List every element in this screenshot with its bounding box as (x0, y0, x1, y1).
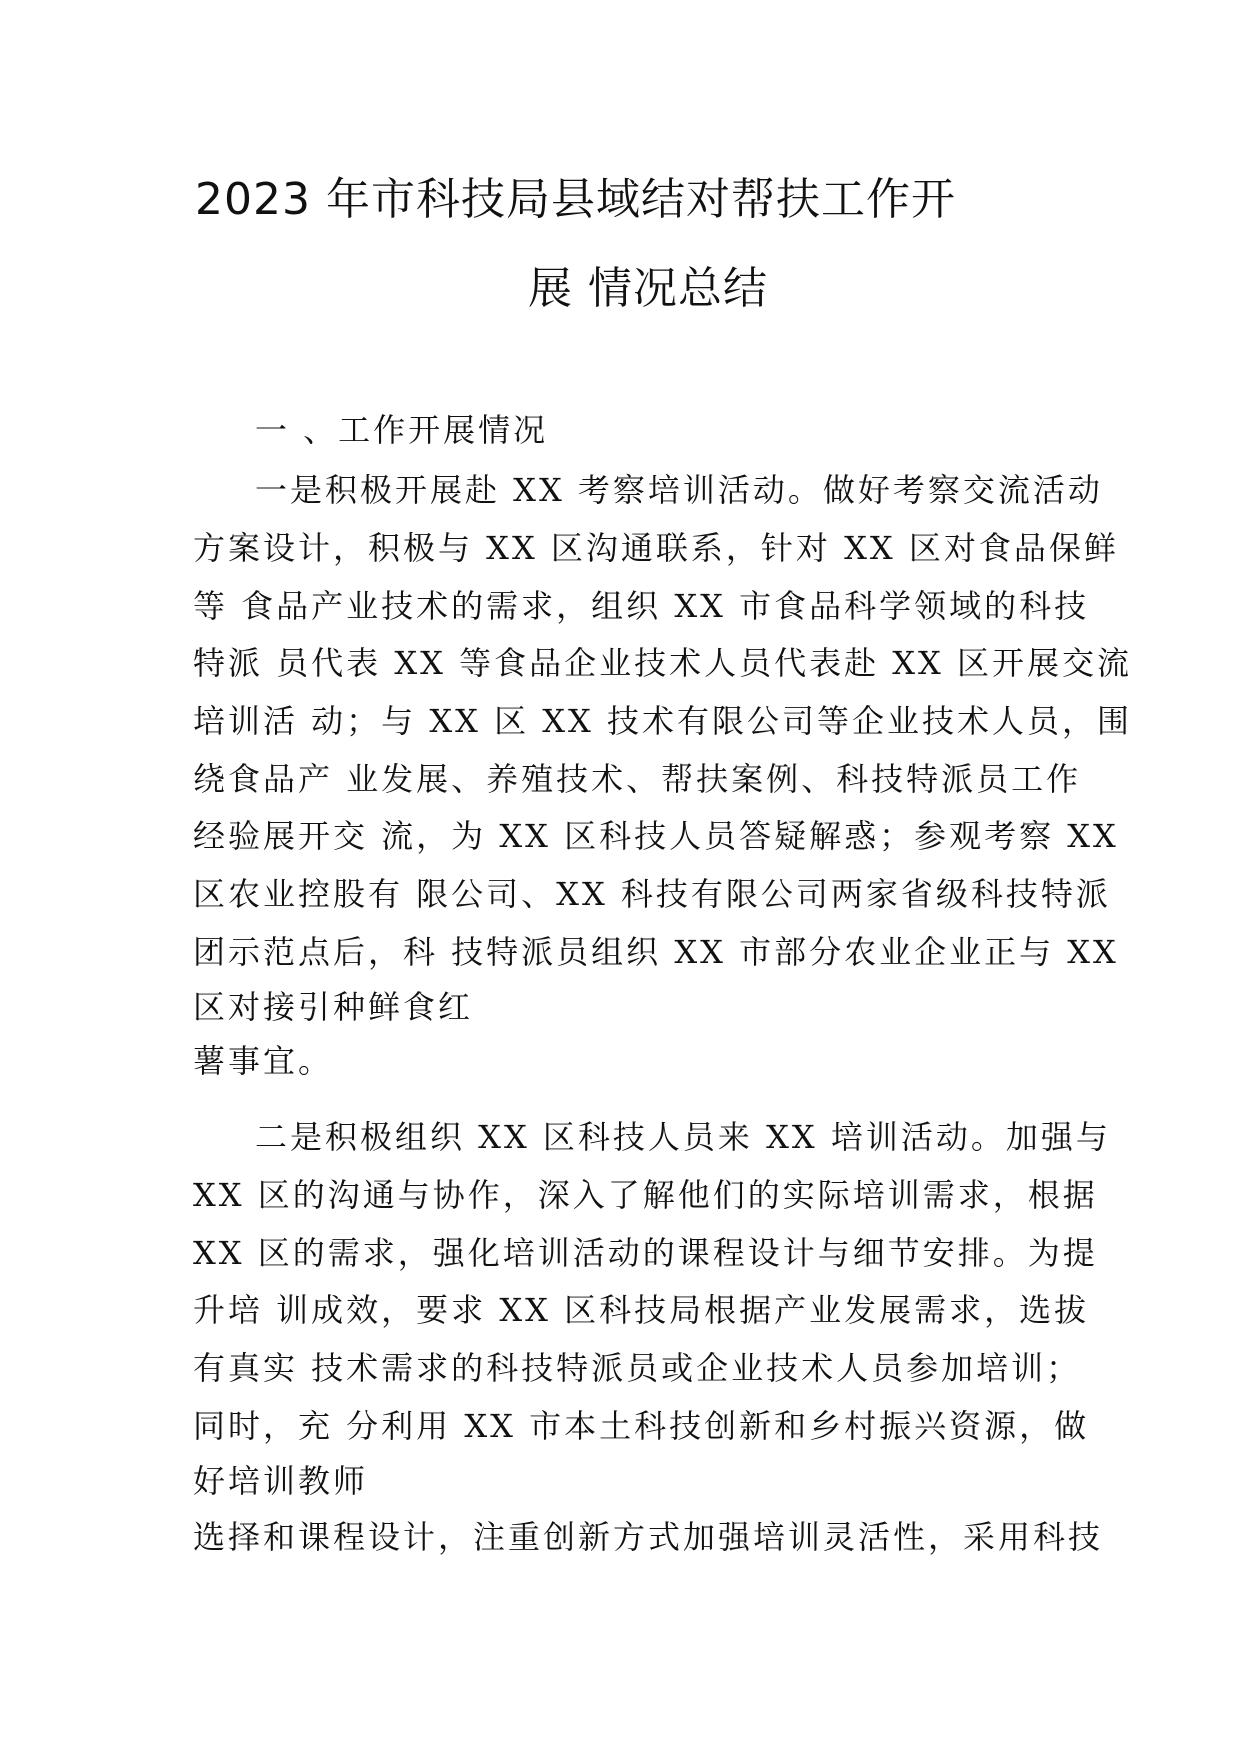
paragraph-line: 特派 员代表 XX 等食品企业技术人员代表赴 XX 区开展交流 (193, 644, 1132, 682)
paragraph-line: 一是积极开展赴 XX 考察培训活动。做好考察交流活动 (255, 471, 1103, 509)
paragraph-line: XX 区的需求，强化培训活动的课程设计与细节安排。为提 (193, 1234, 1098, 1272)
paragraph-line: 同时，充 分利用 XX 市本土科技创新和乡村振兴资源，做 (193, 1407, 1090, 1445)
paragraph-line: 区农业控股有 限公司、XX 科技有限公司两家省级科技特派 (193, 875, 1111, 913)
paragraph-line: 升培 训成效，要求 XX 区科技局根据产业发展需求，选拔 (193, 1291, 1090, 1329)
paragraph-line: 好培训教师 (193, 1462, 369, 1500)
document-title-line-2: 展 情况总结 (528, 263, 768, 314)
document-title-line-1: 2023 年市科技局县域结对帮扶工作开 (195, 174, 956, 225)
paragraph-line: 有真实 技术需求的科技特派员或企业技术人员参加培训； (193, 1349, 1082, 1387)
section-heading: 一 、工作开展情况 (255, 411, 549, 449)
paragraph-line: 经验展开交 流，为 XX 区科技人员答疑解惑；参观考察 XX (193, 817, 1119, 855)
paragraph-line: 区对接引种鲜食红 (193, 988, 474, 1026)
paragraph-line: 方案设计，积极与 XX 区沟通联系，针对 XX 区对食品保鲜 (193, 529, 1119, 567)
paragraph-line: 团示范点后，科 技特派员组织 XX 市部分农业企业正与 XX (193, 933, 1119, 971)
paragraph-line: 二是积极组织 XX 区科技人员来 XX 培训活动。加强与 (255, 1118, 1111, 1156)
paragraph-line: 培训活 动；与 XX 区 XX 技术有限公司等企业技术人员，围 (193, 702, 1132, 740)
paragraph-line: 选择和课程设计，注重创新方式加强培训灵活性，采用科技 (193, 1518, 1104, 1556)
paragraph-line: 薯事宜。 (193, 1042, 334, 1080)
paragraph-line: 绕食品产 业发展、养殖技术、帮扶案例、科技特派员工作 (193, 760, 1082, 798)
paragraph-line: XX 区的沟通与协作，深入了解他们的实际培训需求，根据 (193, 1176, 1098, 1214)
paragraph-line: 等 食品产业技术的需求，组织 XX 市食品科学领域的科技 (193, 587, 1090, 625)
